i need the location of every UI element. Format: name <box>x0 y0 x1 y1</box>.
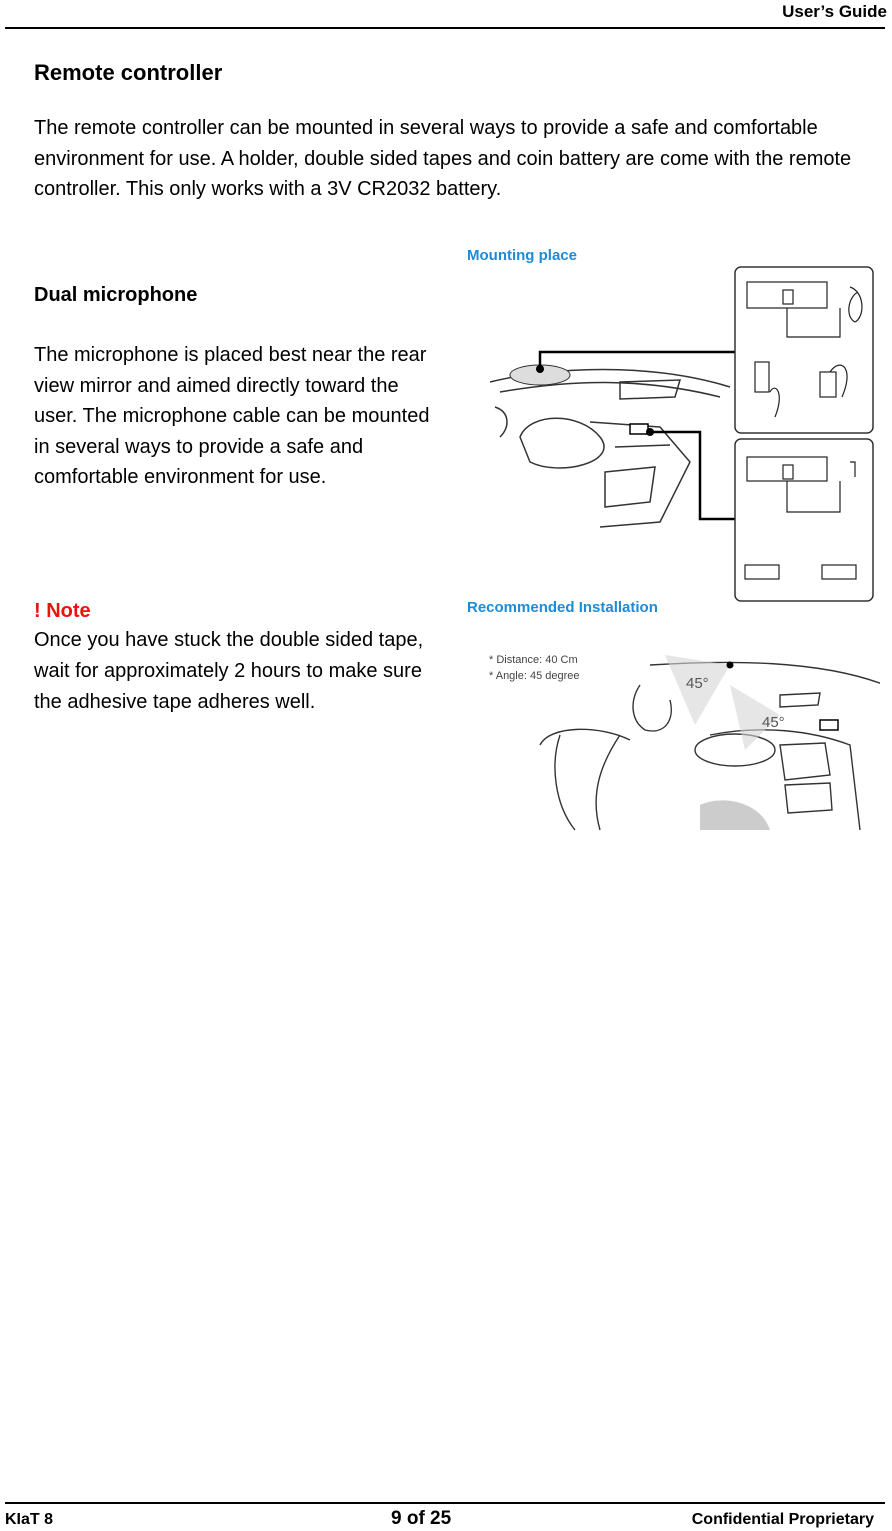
mounting-place-illustration <box>470 262 880 607</box>
angle-label-lower: 45° <box>762 714 785 731</box>
section-title: Remote controller <box>34 60 223 85</box>
footer-right: Confidential Proprietary <box>691 1511 874 1528</box>
note-paragraph: Once you have stuck the double sided tape, wait for approximately 2 hours to make sure the adhesive tape adheres well. <box>34 629 424 713</box>
angle-label-upper: 45° <box>686 675 709 692</box>
header-divider <box>5 27 885 29</box>
page-number: 9 of 25 <box>391 1508 452 1529</box>
distance-spec: * Distance: 40 Cm <box>489 654 578 666</box>
recommended-figure-title: Recommended Installation <box>467 599 658 616</box>
subsection-title: Dual microphone <box>34 284 198 306</box>
header-title: User’s Guide <box>782 2 887 21</box>
intro-paragraph: The remote controller can be mounted in several ways to provide a safe and comfortable environment for use. A holder, double sided tapes and coin battery are come with the remote controller. This only works with a 3V CR2032 battery. <box>34 117 852 200</box>
note-title: ! Note <box>34 600 91 622</box>
footer-divider <box>5 1502 885 1504</box>
microphone-paragraph: The microphone is placed best near the rear view mirror and aimed directly toward the user. The microphone cable can be mounted in several ways to provide a safe and comfortable environment for use. <box>34 344 430 488</box>
mounting-figure-title: Mounting place <box>467 247 577 264</box>
angle-spec: * Angle: 45 degree <box>489 670 580 682</box>
footer-left: KIaT 8 <box>5 1511 54 1528</box>
